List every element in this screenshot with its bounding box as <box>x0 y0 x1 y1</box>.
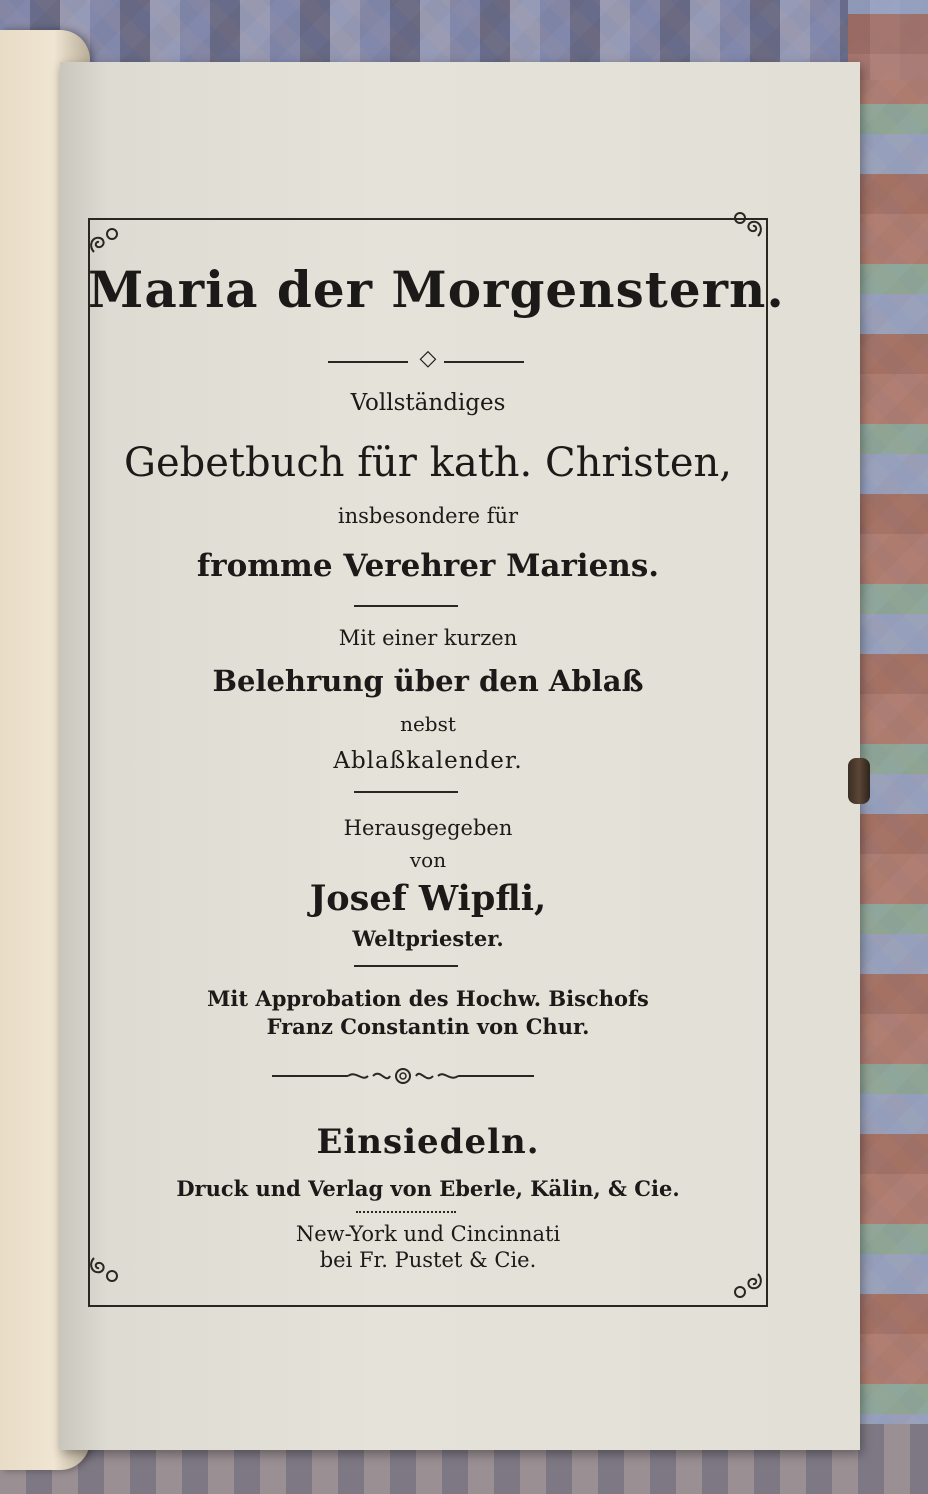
us-distributor-line-1: New-York und Cincinnati <box>295 1222 561 1246</box>
publication-place: Einsiedeln. <box>316 1122 540 1162</box>
ablass-line-3: nebst <box>400 712 456 736</box>
subtitle-line-4: fromme Verehrer Mariens. <box>196 548 660 584</box>
book-clasp <box>848 758 870 804</box>
divider-short-2 <box>354 791 458 793</box>
author-role: Weltpriester. <box>352 926 504 951</box>
subtitle-line-1: Vollständiges <box>350 390 506 416</box>
editor-line-1: Herausgegeben <box>343 816 513 840</box>
ablass-line-1: Mit einer kurzen <box>338 626 518 650</box>
author-name: Josef Wipfli, <box>309 878 547 919</box>
divider-short-3 <box>354 965 458 967</box>
divider-line-right <box>444 361 524 363</box>
diamond-ornament: ◇ <box>419 346 437 371</box>
printer-line: Druck und Verlag von Eberle, Kälin, & Cie. <box>176 1176 680 1201</box>
subtitle-line-2: Gebetbuch für kath. Christen, <box>123 440 732 486</box>
ornamental-divider <box>268 1064 538 1088</box>
subtitle-line-3: insbesondere für <box>337 504 519 528</box>
book-title: Maria der Morgenstern. <box>88 260 785 319</box>
divider-short-1 <box>354 605 458 607</box>
dotted-divider <box>356 1211 456 1213</box>
rug-pattern-right <box>848 0 928 1494</box>
title-page-content <box>88 218 785 1303</box>
approbation-line-2: Franz Constantin von Chur. <box>266 1014 590 1039</box>
editor-line-2: von <box>409 848 447 872</box>
ablass-line-4: Ablaßkalender. <box>333 748 523 774</box>
us-distributor-line-2: bei Fr. Pustet & Cie. <box>319 1248 537 1272</box>
ablass-line-2: Belehrung über den Ablaß <box>212 664 644 698</box>
approbation-line-1: Mit Approbation des Hochw. Bischofs <box>207 986 649 1011</box>
